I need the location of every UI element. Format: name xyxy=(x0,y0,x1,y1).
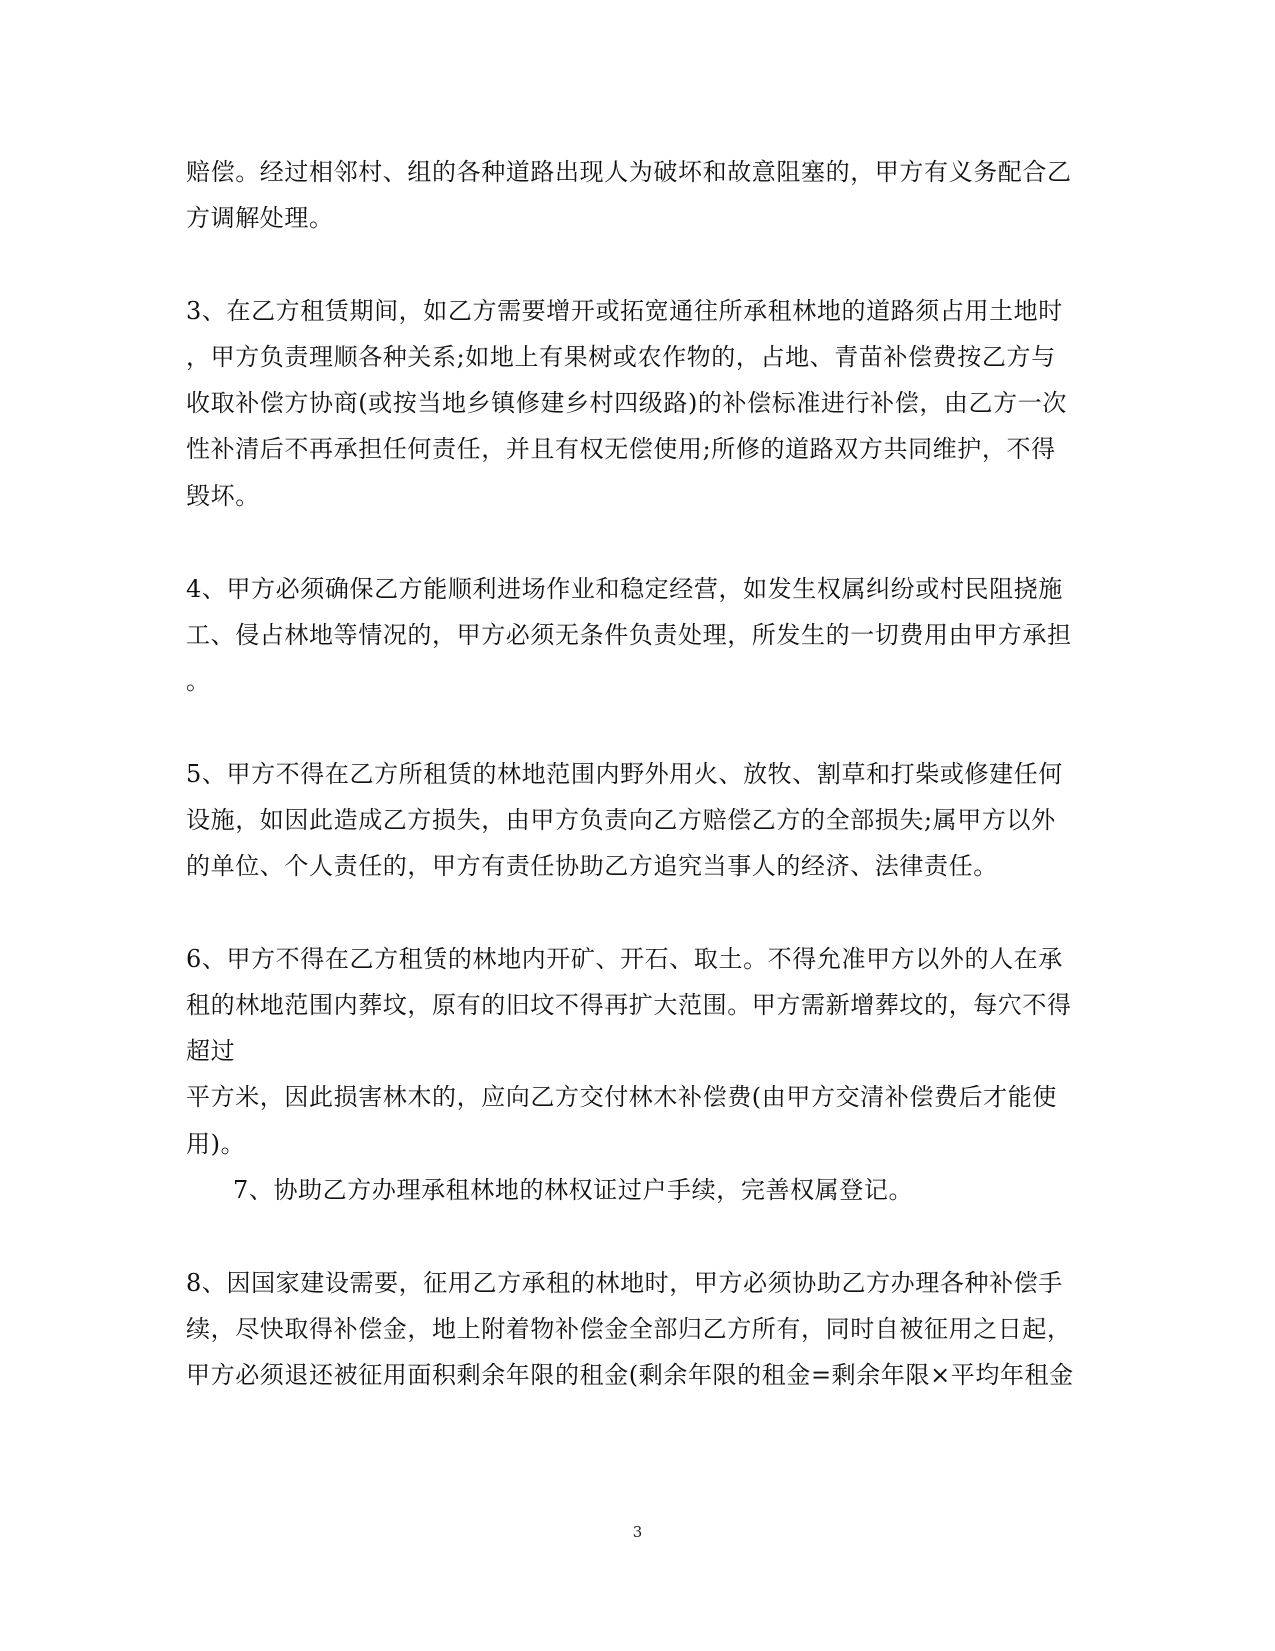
text-line: ，甲方负责理顺各种关系;如地上有果树或农作物的，占地、青苗补偿费按乙方与 xyxy=(186,343,1056,371)
text-line: 设施，如因此造成乙方损失，由甲方负责向乙方赔偿乙方的全部损失;属甲方以外 xyxy=(186,806,1056,834)
text-line: 工、侵占林地等情况的，甲方必须无条件负责处理，所发生的一切费用由甲方承担 xyxy=(186,621,1072,649)
text-line: 方调解处理。 xyxy=(186,204,334,232)
text-line: 。 xyxy=(186,667,211,695)
text-line: 4、甲方必须确保乙方能顺利进场作业和稳定经营，如发生权属纠纷或村民阻挠施 xyxy=(186,575,1063,603)
text-line: 超过 xyxy=(186,1037,236,1065)
text-line: 甲方必须退还被征用面积剩余年限的租金(剩余年限的租金=剩余年限×平均年租金 xyxy=(186,1361,1074,1389)
page-number: 3 xyxy=(632,1523,643,1541)
text-line: 赔偿。经过相邻村、组的各种道路出现人为破坏和故意阻塞的，甲方有义务配合乙 xyxy=(186,158,1072,186)
text-line: 毁坏。 xyxy=(186,482,260,510)
text-line: 3、在乙方租赁期间，如乙方需要增开或拓宽通往所承租林地的道路须占用土地时 xyxy=(186,297,1063,325)
text-line: 收取补偿方协商(或按当地乡镇修建乡村四级路)的补偿标准进行补偿，由乙方一次 xyxy=(186,389,1067,417)
text-line: 5、甲方不得在乙方所租赁的林地范围内野外用火、放牧、割草和打柴或修建任何 xyxy=(186,760,1063,788)
text-line: 6、甲方不得在乙方租赁的林地内开矿、开石、取土。不得允准甲方以外的人在承 xyxy=(186,945,1063,973)
text-line: 性补清后不再承担任何责任，并且有权无偿使用;所修的道路双方共同维护，不得 xyxy=(186,435,1056,463)
text-line: 租的林地范围内葬坟，原有的旧坟不得再扩大范围。甲方需新增葬坟的，每穴不得 xyxy=(186,991,1072,1019)
text-line: 的单位、个人责任的，甲方有责任协助乙方追究当事人的经济、法律责任。 xyxy=(186,852,998,880)
text-line: 8、因国家建设需要，征用乙方承租的林地时，甲方必须协助乙方办理各种补偿手 xyxy=(186,1269,1063,1297)
text-line: 平方米，因此损害林木的，应向乙方交付林木补偿费(由甲方交清补偿费后才能使 xyxy=(186,1083,1057,1111)
text-line: 7、协助乙方办理承租林地的林权证过户手续，完善权属登记。 xyxy=(233,1176,914,1204)
text-line: 续，尽快取得补偿金，地上附着物补偿金全部归乙方所有，同时自被征用之日起， xyxy=(186,1315,1072,1343)
text-line: 用)。 xyxy=(186,1130,246,1158)
